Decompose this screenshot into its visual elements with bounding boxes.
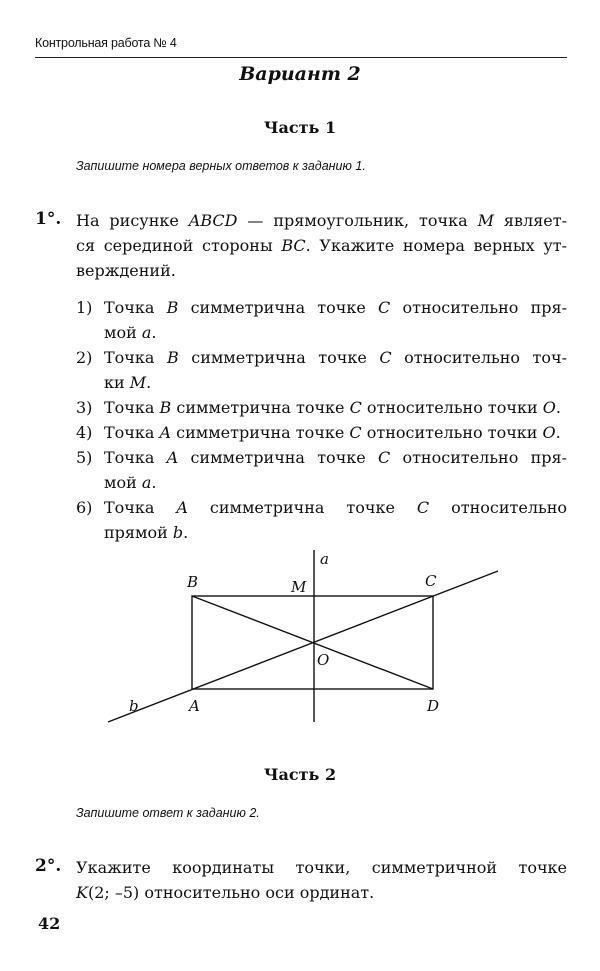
option-number: 2) bbox=[76, 348, 93, 367]
text-line bbox=[76, 258, 567, 283]
text-run: мой bbox=[104, 473, 142, 492]
text-run: относительно точки bbox=[361, 423, 543, 442]
label-O: O bbox=[317, 651, 330, 669]
part2-heading: Часть 2 bbox=[263, 765, 337, 784]
text-run: относительно точ- bbox=[391, 348, 568, 367]
option-number: 3) bbox=[76, 398, 93, 417]
part2-instruction: Запишите ответ к заданию 2. bbox=[76, 806, 260, 820]
text-run: . bbox=[146, 373, 152, 392]
text-run: симметрична точке bbox=[187, 498, 417, 517]
text-run: симметрична точке bbox=[178, 348, 380, 367]
math-variable: B bbox=[166, 298, 179, 317]
text-run: симметрична точке bbox=[171, 423, 350, 442]
option-text bbox=[104, 445, 567, 495]
text-run: относительно точки bbox=[361, 398, 543, 417]
text-run: верждений. bbox=[76, 261, 176, 280]
math-variable: A bbox=[176, 498, 188, 517]
page-number: 42 bbox=[38, 914, 61, 933]
label-B: B bbox=[187, 573, 199, 591]
text-run: относительно пря- bbox=[390, 298, 567, 317]
part1-instruction: Запишите номера верных ответов к заданию 1. bbox=[76, 159, 366, 173]
text-run: Точка bbox=[104, 448, 167, 467]
text-line bbox=[76, 233, 567, 258]
math-variable: C bbox=[378, 298, 391, 317]
answer-option bbox=[76, 395, 567, 420]
text-run: относительно bbox=[429, 498, 567, 517]
text-run: симметрична точке bbox=[178, 448, 378, 467]
answer-option bbox=[76, 495, 567, 545]
text-run: . bbox=[555, 398, 561, 417]
task1-options bbox=[76, 295, 567, 545]
part1-heading: Часть 1 bbox=[263, 118, 337, 137]
text-run: . bbox=[151, 473, 157, 492]
math-variable: O bbox=[542, 398, 556, 417]
text-run: прямой bbox=[104, 523, 173, 542]
label-a: a bbox=[320, 550, 329, 568]
answer-option bbox=[76, 445, 567, 495]
label-b: b bbox=[129, 697, 139, 715]
math-variable: b bbox=[172, 523, 184, 542]
math-variable: O bbox=[542, 423, 556, 442]
running-header: Контрольная работа № 4 bbox=[35, 36, 177, 50]
math-variable: C bbox=[349, 423, 362, 442]
text-run: . bbox=[151, 323, 157, 342]
option-number: 4) bbox=[76, 423, 93, 442]
text-run: (2; –5) относительно оси ординат. bbox=[87, 883, 375, 902]
text-run: ки bbox=[104, 373, 130, 392]
math-variable: B bbox=[166, 348, 179, 367]
text-line bbox=[104, 495, 567, 520]
text-run: Точка bbox=[104, 348, 167, 367]
math-variable: a bbox=[141, 323, 152, 342]
answer-option bbox=[76, 420, 567, 445]
label-A: A bbox=[189, 697, 200, 715]
text-run: симметрична точке bbox=[171, 398, 350, 417]
text-run: мой bbox=[104, 323, 142, 342]
label-C: C bbox=[425, 572, 437, 590]
label-M: M bbox=[291, 578, 307, 596]
math-variable: A bbox=[159, 423, 172, 442]
rectangle-figure bbox=[0, 540, 600, 730]
text-line bbox=[104, 370, 567, 395]
option-text bbox=[104, 295, 567, 345]
option-number: 1) bbox=[76, 298, 93, 317]
task2-number: 2°. bbox=[35, 856, 62, 876]
math-variable: C bbox=[379, 348, 392, 367]
option-number: 6) bbox=[76, 498, 93, 517]
text-line bbox=[104, 295, 567, 320]
option-text bbox=[104, 495, 567, 545]
text-run: На рисунке bbox=[76, 211, 189, 230]
math-variable: ABCD bbox=[188, 211, 238, 230]
text-run: являет- bbox=[494, 211, 568, 230]
option-text bbox=[104, 395, 567, 420]
text-run: Точка bbox=[104, 298, 167, 317]
text-run: Точка bbox=[104, 423, 160, 442]
task1-text bbox=[76, 208, 567, 283]
task1-number: 1°. bbox=[35, 209, 62, 229]
label-D: D bbox=[427, 697, 440, 715]
answer-option bbox=[76, 295, 567, 345]
math-variable: M bbox=[477, 211, 494, 230]
text-run: ся серединой стороны bbox=[76, 236, 282, 255]
text-run: относительно пря- bbox=[390, 448, 567, 467]
text-run: . bbox=[555, 423, 561, 442]
text-line bbox=[76, 880, 567, 905]
text-line bbox=[104, 345, 567, 370]
text-line bbox=[104, 470, 567, 495]
math-variable: BC bbox=[281, 236, 306, 255]
text-run: . bbox=[183, 523, 189, 542]
option-text bbox=[104, 420, 567, 445]
text-line bbox=[104, 320, 567, 345]
math-variable: a bbox=[141, 473, 152, 492]
math-variable: K bbox=[76, 883, 88, 902]
text-line bbox=[76, 208, 567, 233]
text-run: Точка bbox=[104, 498, 177, 517]
text-run: Укажите координаты точки, симметричной точке bbox=[76, 858, 567, 877]
math-variable: C bbox=[377, 448, 391, 467]
text-line bbox=[104, 395, 567, 420]
text-run: симметрична точке bbox=[178, 298, 379, 317]
math-variable: B bbox=[159, 398, 172, 417]
variant-title: Вариант 2 bbox=[239, 63, 361, 85]
option-text bbox=[104, 345, 567, 395]
task2-text bbox=[76, 855, 567, 905]
text-line bbox=[104, 445, 567, 470]
text-line bbox=[104, 420, 567, 445]
answer-option bbox=[76, 345, 567, 395]
math-variable: C bbox=[416, 498, 430, 517]
math-variable: M bbox=[129, 373, 147, 392]
text-run: . Укажите номера верных ут- bbox=[305, 236, 567, 255]
math-variable: A bbox=[166, 448, 179, 467]
text-line bbox=[76, 855, 567, 880]
option-number: 5) bbox=[76, 448, 93, 467]
text-run: — прямоугольник, точка bbox=[237, 211, 478, 230]
header-rule bbox=[35, 57, 567, 58]
text-run: Точка bbox=[104, 398, 160, 417]
math-variable: C bbox=[349, 398, 362, 417]
